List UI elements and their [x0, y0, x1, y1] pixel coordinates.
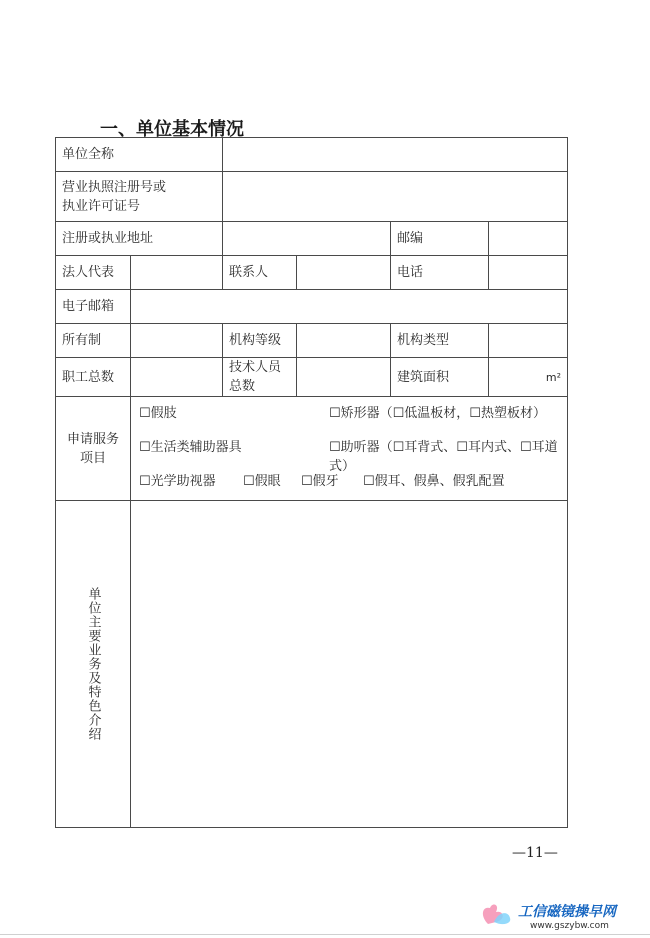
address-label: 注册或执业地址	[56, 222, 223, 256]
row-license	[56, 172, 568, 222]
ownership-label: 所有制	[56, 324, 131, 358]
basic-info-table	[55, 137, 568, 828]
option-optical-aid[interactable]: ☐光学助视器	[139, 474, 216, 489]
phone-label: 电话	[391, 256, 489, 290]
address-field[interactable]	[223, 222, 391, 256]
license-field[interactable]	[223, 172, 568, 222]
org-type-label: 机构类型	[391, 324, 489, 358]
option-daily-aids[interactable]: ☐生活类辅助器具	[139, 440, 242, 455]
contact-field[interactable]	[297, 256, 391, 290]
option-hearing-aid[interactable]: ☐助听器（☐耳背式、☐耳内式、☐耳道式）	[329, 440, 558, 474]
row-business-intro	[56, 501, 568, 828]
business-intro-field[interactable]	[131, 501, 568, 828]
service-items-label-line1: 申请服务	[66, 431, 119, 447]
org-level-field[interactable]	[297, 324, 391, 358]
page-number: —11—	[512, 845, 558, 861]
legal-rep-label: 法人代表	[56, 256, 131, 290]
phone-field[interactable]	[489, 256, 568, 290]
watermark	[478, 896, 648, 936]
postcode-field[interactable]	[489, 222, 568, 256]
org-type-field[interactable]	[489, 324, 568, 358]
area-unit: m²	[545, 370, 562, 384]
watermark-text: 工信磁镜操早网	[518, 904, 616, 920]
option-ear-nose-breast[interactable]: ☐假耳、假鼻、假乳配置	[363, 474, 505, 489]
ownership-field[interactable]	[131, 324, 223, 358]
page-bottom-divider	[0, 934, 650, 935]
row-unit-name	[56, 138, 568, 172]
unit-name-label: 单位全称	[56, 138, 223, 172]
total-staff-field[interactable]	[131, 358, 223, 397]
legal-rep-field[interactable]	[131, 256, 223, 290]
contact-label: 联系人	[223, 256, 297, 290]
row-service-items	[56, 397, 568, 501]
license-label-line2: 执业许可证号	[62, 198, 141, 214]
service-options-cell	[131, 397, 568, 501]
option-prosthesis[interactable]: ☐假肢	[139, 406, 177, 421]
license-label	[56, 172, 223, 222]
tech-staff-field[interactable]	[297, 358, 391, 397]
service-items-label	[56, 397, 131, 501]
email-field[interactable]	[131, 290, 568, 324]
row-legal-rep	[56, 256, 568, 290]
watermark-logo-icon	[478, 898, 514, 928]
watermark-url: www.gszybw.com	[530, 921, 609, 931]
license-label-line1: 营业执照注册号或	[62, 179, 167, 195]
email-label: 电子邮箱	[56, 290, 131, 324]
option-artificial-eye[interactable]: ☐假眼	[243, 474, 281, 489]
postcode-label: 邮编	[391, 222, 489, 256]
row-ownership	[56, 324, 568, 358]
business-intro-label-cell	[56, 501, 131, 828]
service-items-label-line2: 项目	[79, 450, 106, 466]
unit-name-field[interactable]	[223, 138, 568, 172]
row-staff	[56, 358, 568, 397]
option-dentures[interactable]: ☐假牙	[301, 474, 339, 489]
section-title: 一、单位基本情况	[100, 119, 244, 140]
option-orthosis[interactable]: ☐矫形器（☐低温板材，☐热塑板材）	[329, 406, 546, 421]
business-intro-label: 单位主要业务及特色介绍	[85, 587, 101, 741]
tech-staff-label: 技术人员总数	[223, 358, 297, 397]
row-address	[56, 222, 568, 256]
building-area-label: 建筑面积	[391, 358, 489, 397]
org-level-label: 机构等级	[223, 324, 297, 358]
building-area-field[interactable]	[489, 358, 568, 397]
total-staff-label: 职工总数	[56, 358, 131, 397]
row-email	[56, 290, 568, 324]
